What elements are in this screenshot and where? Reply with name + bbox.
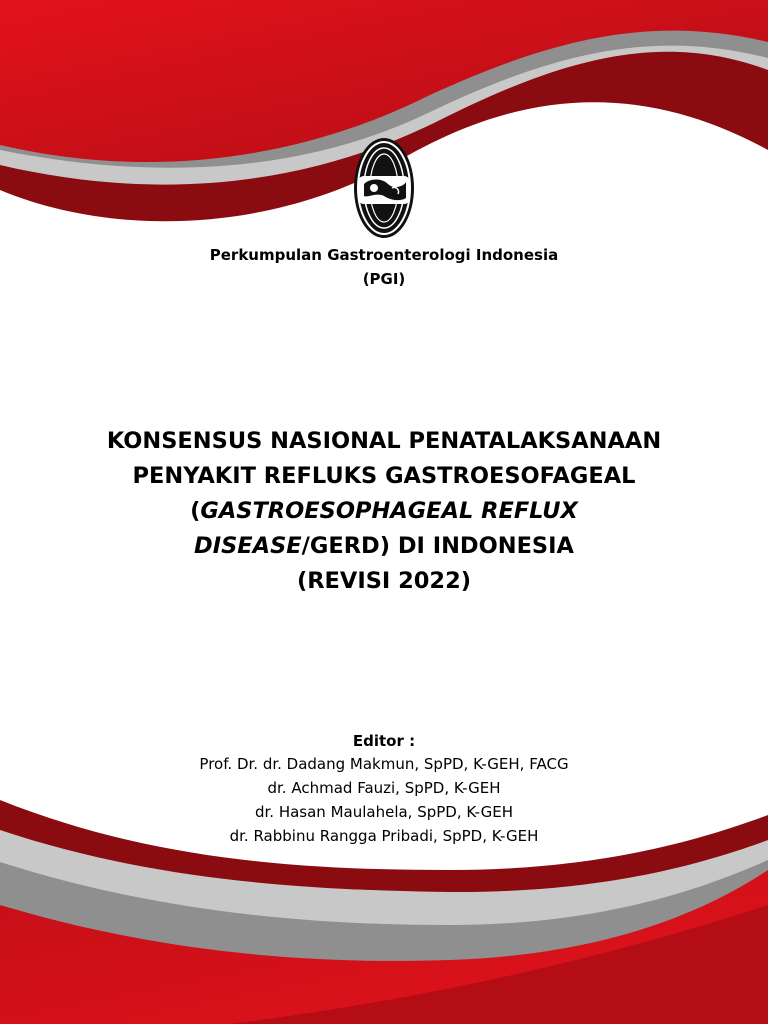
title-gerd-indonesia: /GERD) DI INDONESIA: [301, 533, 574, 559]
editor-name: dr. Achmad Fauzi, SpPD, K-GEH: [267, 779, 501, 797]
title-line-4: [40, 529, 728, 564]
title-revision: (REVISI 2022): [296, 568, 472, 594]
organization-abbr: (PGI): [362, 270, 406, 288]
editor-name: dr. Hasan Maulahela, SpPD, K-GEH: [254, 803, 513, 821]
editor-heading: Editor :: [352, 732, 416, 750]
title-italic-english-2: DISEASE: [194, 533, 302, 559]
pgi-seal-logo: [352, 136, 416, 240]
editor-name: Prof. Dr. dr. Dadang Makmun, SpPD, K-GEH, FACG: [199, 755, 569, 773]
title-open-paren: (: [190, 498, 201, 524]
title-line-1: KONSENSUS NASIONAL PENATALAKSANAAN: [106, 428, 662, 454]
title-line-2: PENYAKIT REFLUKS GASTROESOFAGEAL: [132, 463, 636, 489]
editor-name: dr. Rabbinu Rangga Pribadi, SpPD, K-GEH: [229, 827, 539, 845]
organization-name: Perkumpulan Gastroenterologi Indonesia: [209, 246, 559, 264]
title-italic-english-1: GASTROESOPHAGEAL REFLUX: [200, 498, 578, 524]
title-line-3: [40, 494, 728, 529]
